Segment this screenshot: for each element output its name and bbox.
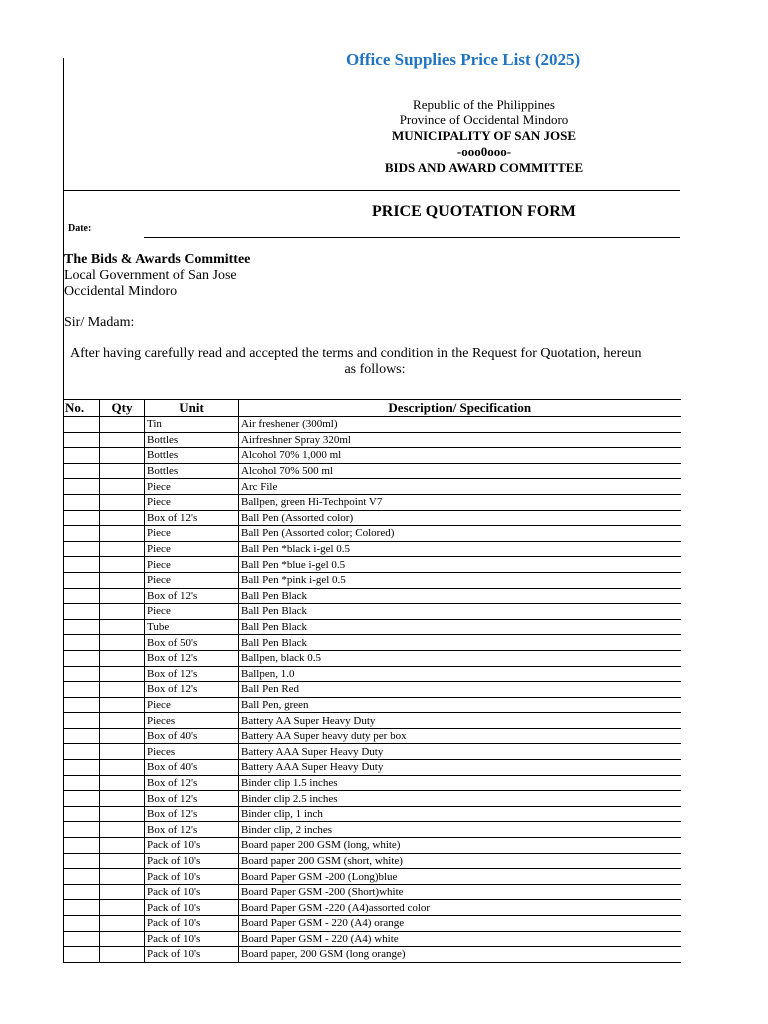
cell-no — [64, 884, 100, 900]
cell-no — [64, 916, 100, 932]
intro-paragraph — [70, 346, 680, 378]
items-table — [63, 399, 681, 963]
cell-unit: Pieces — [145, 713, 239, 729]
intro-paragraph-line2: as follows: — [344, 362, 406, 377]
cell-description: Battery AAA Super Heavy Duty — [239, 760, 681, 776]
cell-unit: Pieces — [145, 744, 239, 760]
cell-no — [64, 588, 100, 604]
cell-qty — [100, 526, 145, 542]
cell-unit: Pack of 10's — [145, 869, 239, 885]
cell-qty — [100, 744, 145, 760]
cell-qty — [100, 463, 145, 479]
cell-unit: Bottles — [145, 432, 239, 448]
table-row — [64, 510, 681, 526]
cell-description: Board paper 200 GSM (short, white) — [239, 853, 681, 869]
cell-no — [64, 557, 100, 573]
cell-description: Ball Pen Black — [239, 588, 681, 604]
cell-description: Board Paper GSM -220 (A4)assorted color — [239, 900, 681, 916]
cell-qty — [100, 541, 145, 557]
column-header-no: No. — [64, 400, 100, 417]
table-row — [64, 947, 681, 963]
table-row — [64, 635, 681, 651]
table-row — [64, 494, 681, 510]
cell-description: Board Paper GSM -200 (Short)white — [239, 884, 681, 900]
cell-description: Board Paper GSM - 220 (A4) orange — [239, 916, 681, 932]
cell-unit: Box of 40's — [145, 728, 239, 744]
cell-unit: Pack of 10's — [145, 916, 239, 932]
cell-no — [64, 947, 100, 963]
cell-unit: Piece — [145, 604, 239, 620]
cell-qty — [100, 775, 145, 791]
table-row — [64, 822, 681, 838]
cell-unit: Box of 12's — [145, 666, 239, 682]
cell-unit: Bottles — [145, 463, 239, 479]
cell-description: Ball Pen (Assorted color) — [239, 510, 681, 526]
cell-description: Ball Pen Black — [239, 604, 681, 620]
intro-paragraph-line1: After having carefully read and accepted the terms and condition in the Request for Quotation, hereun — [70, 346, 642, 361]
header-committee: BIDS AND AWARD COMMITTEE — [384, 160, 584, 175]
cell-qty — [100, 728, 145, 744]
addressee-line2: Local Government of San Jose — [64, 268, 237, 283]
cell-qty — [100, 650, 145, 666]
cell-description: Battery AAA Super Heavy Duty — [239, 744, 681, 760]
table-row — [64, 916, 681, 932]
cell-qty — [100, 604, 145, 620]
addressee-name: The Bids & Awards Committee — [64, 252, 251, 267]
items-table-body — [64, 417, 681, 963]
cell-no — [64, 432, 100, 448]
cell-qty — [100, 900, 145, 916]
cell-qty — [100, 838, 145, 854]
table-row — [64, 432, 681, 448]
cell-unit: Box of 12's — [145, 650, 239, 666]
cell-description: Board Paper GSM - 220 (A4) white — [239, 931, 681, 947]
cell-unit: Piece — [145, 526, 239, 542]
cell-description: Ballpen, 1.0 — [239, 666, 681, 682]
table-row — [64, 479, 681, 495]
cell-description: Ballpen, green Hi-Techpoint V7 — [239, 494, 681, 510]
header-divider — [63, 190, 680, 191]
cell-qty — [100, 760, 145, 776]
cell-no — [64, 494, 100, 510]
cell-unit: Tin — [145, 417, 239, 433]
cell-description: Air freshener (300ml) — [239, 417, 681, 433]
table-row — [64, 931, 681, 947]
cell-unit: Box of 12's — [145, 510, 239, 526]
cell-qty — [100, 572, 145, 588]
cell-unit: Pack of 10's — [145, 900, 239, 916]
cell-unit: Box of 12's — [145, 791, 239, 807]
table-row — [64, 650, 681, 666]
cell-description: Board paper, 200 GSM (long orange) — [239, 947, 681, 963]
cell-description: Alcohol 70% 500 ml — [239, 463, 681, 479]
cell-qty — [100, 635, 145, 651]
cell-no — [64, 806, 100, 822]
cell-no — [64, 853, 100, 869]
date-label: Date: — [68, 223, 92, 234]
cell-qty — [100, 510, 145, 526]
cell-unit: Piece — [145, 494, 239, 510]
cell-no — [64, 463, 100, 479]
table-row — [64, 682, 681, 698]
cell-no — [64, 604, 100, 620]
cell-unit: Tube — [145, 619, 239, 635]
cell-qty — [100, 557, 145, 573]
cell-description: Ball Pen *black i-gel 0.5 — [239, 541, 681, 557]
cell-qty — [100, 853, 145, 869]
table-row — [64, 900, 681, 916]
cell-no — [64, 635, 100, 651]
cell-unit: Piece — [145, 557, 239, 573]
cell-description: Ballpen, black 0.5 — [239, 650, 681, 666]
cell-qty — [100, 494, 145, 510]
cell-qty — [100, 916, 145, 932]
cell-description: Battery AA Super heavy duty per box — [239, 728, 681, 744]
cell-description: Board Paper GSM -200 (Long)blue — [239, 869, 681, 885]
table-row — [64, 588, 681, 604]
cell-unit: Piece — [145, 479, 239, 495]
cell-unit: Box of 12's — [145, 775, 239, 791]
cell-qty — [100, 884, 145, 900]
column-header-qty: Qty — [100, 400, 145, 417]
table-row — [64, 713, 681, 729]
cell-description: Ball Pen *blue i-gel 0.5 — [239, 557, 681, 573]
cell-description: Arc File — [239, 479, 681, 495]
cell-no — [64, 541, 100, 557]
cell-qty — [100, 682, 145, 698]
cell-qty — [100, 448, 145, 464]
table-row — [64, 557, 681, 573]
form-title: PRICE QUOTATION FORM — [372, 203, 576, 220]
cell-no — [64, 775, 100, 791]
cell-qty — [100, 791, 145, 807]
cell-no — [64, 510, 100, 526]
table-row — [64, 572, 681, 588]
cell-description: Ball Pen Red — [239, 682, 681, 698]
table-row — [64, 604, 681, 620]
cell-no — [64, 697, 100, 713]
cell-unit: Piece — [145, 541, 239, 557]
cell-no — [64, 900, 100, 916]
cell-qty — [100, 947, 145, 963]
table-row — [64, 884, 681, 900]
cell-no — [64, 417, 100, 433]
cell-unit: Pack of 10's — [145, 947, 239, 963]
table-row — [64, 775, 681, 791]
column-header-unit: Unit — [145, 400, 239, 417]
table-row — [64, 728, 681, 744]
table-row — [64, 448, 681, 464]
cell-qty — [100, 931, 145, 947]
header-separator: -ooo0ooo- — [456, 144, 512, 159]
cell-description: Ball Pen, green — [239, 697, 681, 713]
cell-description: Ball Pen Black — [239, 635, 681, 651]
table-row — [64, 697, 681, 713]
cell-no — [64, 572, 100, 588]
cell-description: Ball Pen Black — [239, 619, 681, 635]
table-row — [64, 541, 681, 557]
cell-no — [64, 448, 100, 464]
cell-qty — [100, 822, 145, 838]
cell-no — [64, 791, 100, 807]
cell-description: Binder clip 1.5 inches — [239, 775, 681, 791]
cell-description: Binder clip 2.5 inches — [239, 791, 681, 807]
cell-unit: Pack of 10's — [145, 853, 239, 869]
salutation: Sir/ Madam: — [64, 315, 135, 330]
cell-description: Board paper 200 GSM (long, white) — [239, 838, 681, 854]
cell-description: Ball Pen (Assorted color; Colored) — [239, 526, 681, 542]
cell-unit: Piece — [145, 697, 239, 713]
cell-unit: Box of 50's — [145, 635, 239, 651]
header-municipality: MUNICIPALITY OF SAN JOSE — [391, 128, 577, 143]
table-row — [64, 526, 681, 542]
cell-no — [64, 666, 100, 682]
table-row — [64, 838, 681, 854]
cell-unit: Box of 12's — [145, 806, 239, 822]
cell-qty — [100, 588, 145, 604]
cell-description: Alcohol 70% 1,000 ml — [239, 448, 681, 464]
cell-unit: Box of 12's — [145, 588, 239, 604]
cell-unit: Bottles — [145, 448, 239, 464]
cell-qty — [100, 697, 145, 713]
table-row — [64, 744, 681, 760]
cell-no — [64, 713, 100, 729]
cell-no — [64, 744, 100, 760]
cell-no — [64, 931, 100, 947]
cell-qty — [100, 432, 145, 448]
header-republic: Republic of the Philippines — [413, 97, 555, 112]
cell-qty — [100, 713, 145, 729]
document-title: Office Supplies Price List (2025) — [346, 50, 581, 69]
cell-qty — [100, 619, 145, 635]
cell-qty — [100, 479, 145, 495]
cell-description: Binder clip, 1 inch — [239, 806, 681, 822]
cell-no — [64, 619, 100, 635]
table-header-row — [64, 400, 681, 417]
date-field-line — [144, 237, 680, 238]
table-row — [64, 806, 681, 822]
table-row — [64, 760, 681, 776]
cell-qty — [100, 666, 145, 682]
cell-unit: Pack of 10's — [145, 931, 239, 947]
cell-no — [64, 728, 100, 744]
column-header-description: Description/ Specification — [239, 400, 681, 417]
table-row — [64, 791, 681, 807]
cell-qty — [100, 869, 145, 885]
cell-description: Airfreshner Spray 320ml — [239, 432, 681, 448]
cell-qty — [100, 417, 145, 433]
cell-description: Binder clip, 2 inches — [239, 822, 681, 838]
cell-no — [64, 682, 100, 698]
cell-unit: Piece — [145, 572, 239, 588]
table-row — [64, 463, 681, 479]
table-row — [64, 869, 681, 885]
header-province: Province of Occidental Mindoro — [399, 112, 569, 127]
cell-no — [64, 760, 100, 776]
cell-no — [64, 822, 100, 838]
cell-no — [64, 869, 100, 885]
cell-unit: Pack of 10's — [145, 838, 239, 854]
table-row — [64, 666, 681, 682]
table-row — [64, 619, 681, 635]
cell-qty — [100, 806, 145, 822]
cell-no — [64, 650, 100, 666]
cell-description: Ball Pen *pink i-gel 0.5 — [239, 572, 681, 588]
cell-description: Battery AA Super Heavy Duty — [239, 713, 681, 729]
cell-unit: Box of 12's — [145, 822, 239, 838]
cell-unit: Box of 40's — [145, 760, 239, 776]
cell-unit: Pack of 10's — [145, 884, 239, 900]
cell-no — [64, 526, 100, 542]
cell-no — [64, 479, 100, 495]
addressee-line3: Occidental Mindoro — [64, 284, 178, 299]
cell-unit: Box of 12's — [145, 682, 239, 698]
table-row — [64, 417, 681, 433]
table-row — [64, 853, 681, 869]
cell-no — [64, 838, 100, 854]
